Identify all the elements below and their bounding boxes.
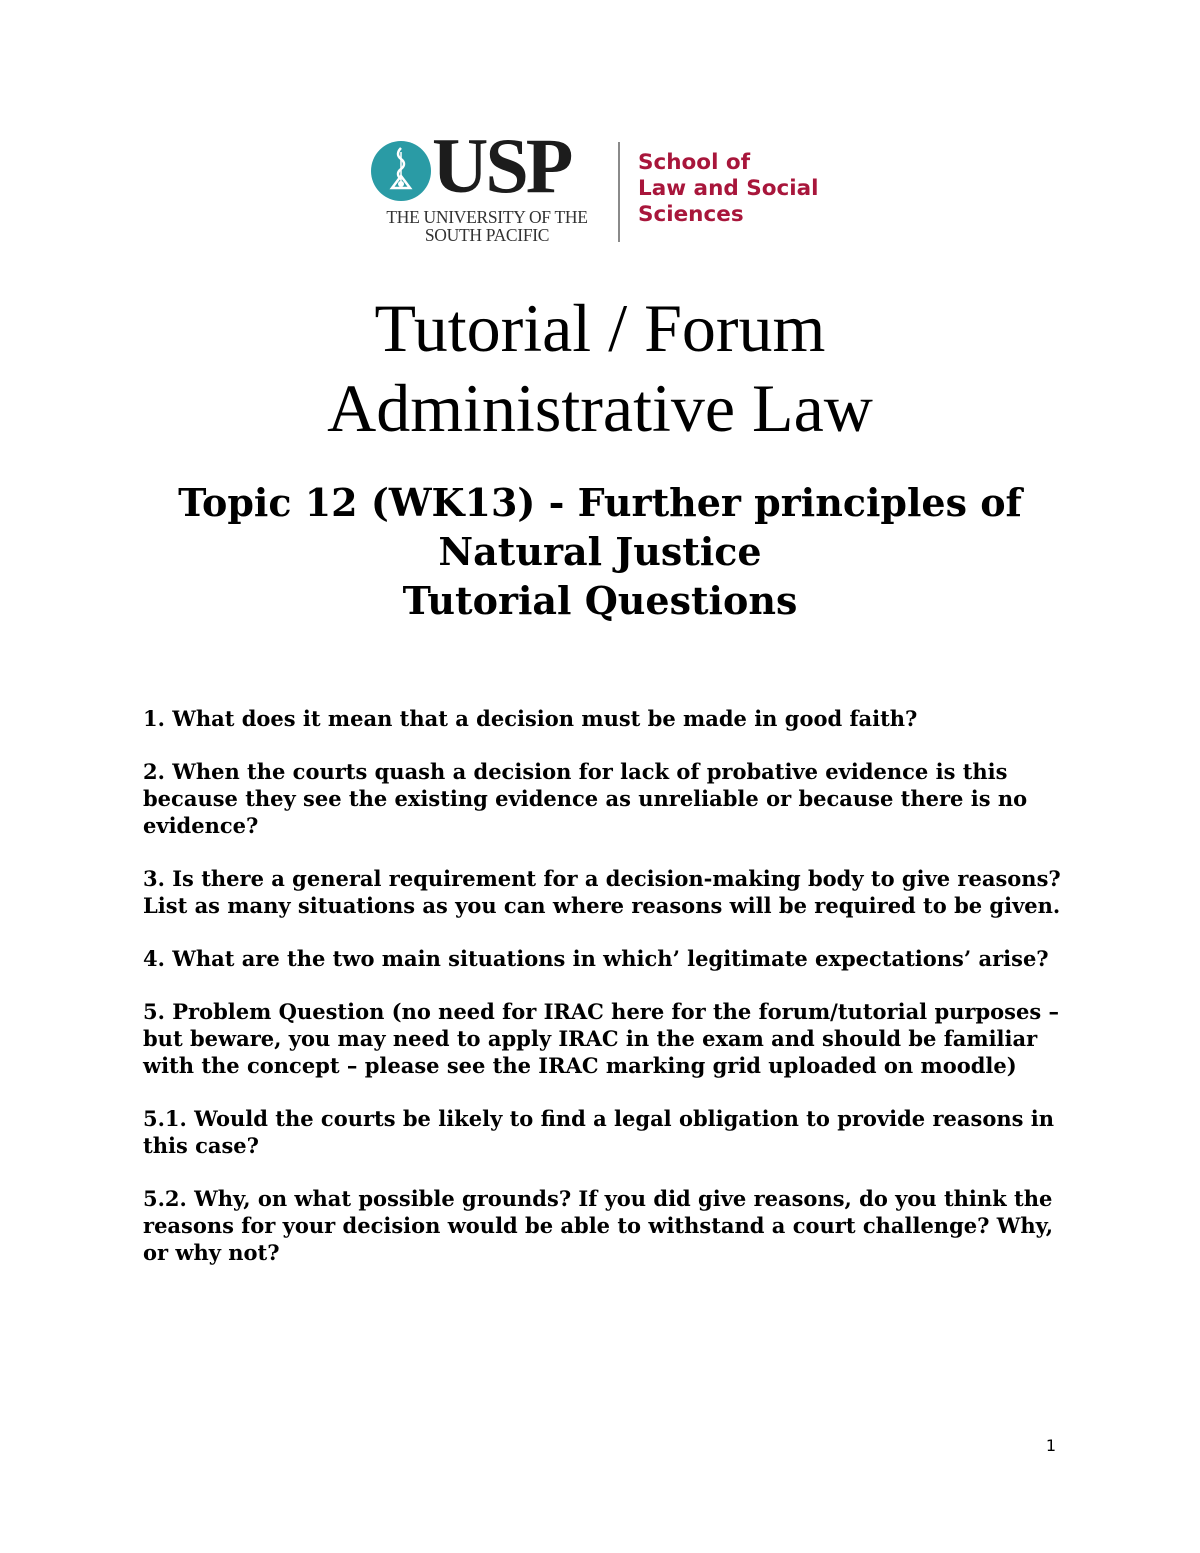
question-item: 4. What are the two main situations in which’ legitimate expectations’ arise? — [143, 946, 1049, 971]
question-item: 2. When the courts quash a decision for lack of probative evidence is this because they see the existing evidence as unreliable or because there is no evidence? — [143, 759, 1028, 838]
page-subtitle — [0, 478, 1200, 625]
question-item: 5.2. Why, on what possible grounds? If you did give reasons, do you think the reasons for your decision would be able to withstand a court challenge? Why, or why not? — [143, 1186, 1054, 1265]
logo-school-line: Sciences — [638, 202, 744, 227]
question-item: 5.1. Would the courts be likely to find a legal obligation to provide reasons in this case? — [143, 1106, 1054, 1158]
usp-logo — [370, 122, 830, 250]
title-line: Tutorial / Forum — [374, 290, 826, 366]
logo-wordmark: USP — [432, 122, 571, 209]
question-item: 1. What does it mean that a decision must be made in good faith? — [143, 706, 918, 731]
page-title — [0, 288, 1200, 448]
subtitle-line: Topic 12 (WK13) - Further principles of — [178, 480, 1022, 525]
logo-divider — [618, 142, 620, 242]
logo-school-line: School of — [638, 150, 751, 175]
question-item: 5. Problem Question (no need for IRAC here for the forum/tutorial purposes – but beware, you may need to apply IRAC in the exam and should be familiar with the concept – please see the IRAC marking grid uploaded on moodle) — [143, 999, 1059, 1078]
logo-university-line: SOUTH PACIFIC — [424, 225, 550, 245]
question-item: 3. Is there a general requirement for a decision-making body to give reasons? List as many situations as you can where reasons will be required to be given. — [143, 866, 1061, 918]
usp-emblem-icon — [370, 140, 432, 202]
page-number: 1 — [1045, 1436, 1056, 1455]
subtitle-line: Tutorial Questions — [402, 578, 798, 623]
title-line: Administrative Law — [327, 370, 873, 446]
logo-university-name — [372, 208, 602, 244]
logo-school-name — [638, 150, 819, 228]
logo-school-line: Law and Social — [638, 176, 819, 201]
subtitle-line: Natural Justice — [438, 529, 762, 574]
questions-list — [143, 705, 1063, 1292]
logo-university-line: THE UNIVERSITY OF THE — [386, 207, 588, 227]
